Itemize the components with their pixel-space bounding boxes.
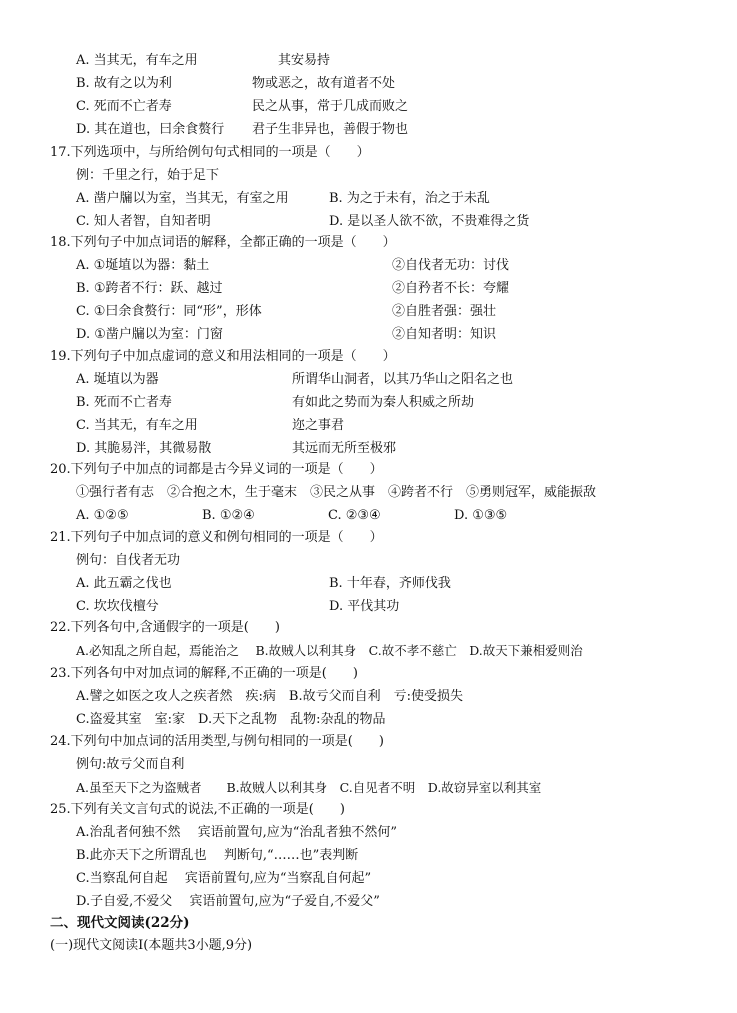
q22-options: A.必知乱之所自起，焉能治之 B.故贼人以利其身 C.故不孝不慈亡 D.故天下兼相爱则治 xyxy=(76,643,583,658)
q21-stem: 21.下列句子中加点词的意义和例句相同的一项是（ ） xyxy=(50,530,383,545)
q19-option-c-pair: 迩之事君 xyxy=(292,418,345,433)
q18-option-b-2: ②自矜者不长：夸耀 xyxy=(392,281,510,296)
q17-option-b: B. 为之于未有，治之于未乱 xyxy=(329,191,490,206)
q18-option-b: B. ①跨者不行：跃、越过 xyxy=(76,281,223,296)
q19-option-a: A. 埏埴以为器 xyxy=(76,372,159,387)
q25-stem: 25.下列有关文言句式的说法,不正确的一项是( ) xyxy=(50,802,345,817)
q16-option-c-pair: 民之从事，常于几成而败之 xyxy=(252,99,409,114)
q19-option-d-pair: 其远而无所至极邪 xyxy=(292,441,397,456)
q16-option-b-pair: 物或恶之，故有道者不处 xyxy=(252,76,396,91)
q18-option-d-2: ②自知者明：知识 xyxy=(392,327,497,342)
q17-example: 例：千里之行，始于足下 xyxy=(76,168,220,183)
q19-stem: 19.下列句子中加点虚词的意义和用法相同的一项是（ ） xyxy=(50,349,396,364)
q25-option-d: D.子自爱,不爱父 宾语前置句,应为“子爱自,不爱父” xyxy=(76,894,380,909)
q20-items: ①强行者有志 ②合抱之木，生于毫末 ③民之从事 ④跨者不行 ⑤勇则冠军，威能振敌 xyxy=(76,485,597,500)
q17-option-a: A. 凿户牖以为室，当其无，有室之用 xyxy=(76,191,289,206)
q25-option-b: B.此亦天下之所谓乱也 判断句,“……也”表判断 xyxy=(76,848,359,863)
q18-option-c: C. ①曰余食赘行：同“形”，形体 xyxy=(76,304,262,319)
q18-option-a: A. ①埏埴以为器：黏土 xyxy=(76,258,210,273)
q20-option-d: D. ①③⑤ xyxy=(454,508,508,523)
q20-stem: 20.下列句子中加点的词都是古今异义词的一项是（ ） xyxy=(50,462,383,477)
q21-option-c: C. 坎坎伐檀兮 xyxy=(76,599,159,614)
q25-option-a: A.治乱者何独不然 宾语前置句,应为“治乱者独不然何” xyxy=(76,825,398,840)
q21-example: 例句：自伐者无功 xyxy=(76,553,181,568)
q19-option-b-pair: 有如此之势而为秦人积威之所劫 xyxy=(292,395,475,410)
q21-option-a: A. 此五霸之伐也 xyxy=(76,576,172,591)
section-title: 二、现代文阅读(22分) xyxy=(50,915,190,931)
q19-option-d: D. 其脆易泮，其微易散 xyxy=(76,441,212,456)
q20-option-c: C. ②③④ xyxy=(328,508,381,523)
q16-option-a: A. 当其无，有车之用 xyxy=(76,53,198,68)
q17-stem: 17.下列选项中，与所给例句句式相同的一项是（ ） xyxy=(50,145,370,160)
q18-option-d: D. ①凿户牖以为室：门窗 xyxy=(76,327,223,342)
q18-option-c-2: ②自胜者强：强壮 xyxy=(392,304,497,319)
q18-stem: 18.下列句子中加点词语的解释，全都正确的一项是（ ） xyxy=(50,235,396,250)
q24-example: 例句:故亏父而自利 xyxy=(76,757,185,772)
q23-options-1: A.譬之如医之攻人之疾者然 疾:病 B.故亏父而自利 亏:使受损失 xyxy=(76,689,463,704)
q24-options: A.虽至天下之为盗贼者 B.故贼人以利其身 C.自见者不明 D.故窃异室以利其室 xyxy=(76,780,542,795)
q16-option-a-pair: 其安易持 xyxy=(278,53,331,68)
q23-stem: 23.下列各句中对加点词的解释,不正确的一项是( ) xyxy=(50,666,358,681)
q23-options-2: C.盗爱其室 室:家 D.天下之乱物 乱物:杂乱的物品 xyxy=(76,712,386,727)
q19-option-b: B. 死而不亡者寿 xyxy=(76,395,172,410)
q17-option-d: D. 是以圣人欲不欲，不贵难得之货 xyxy=(329,214,530,229)
q20-option-b: B. ①②④ xyxy=(202,508,255,523)
q24-stem: 24.下列句中加点词的活用类型,与例句相同的一项是( ) xyxy=(50,734,384,749)
q19-option-a-pair: 所谓华山洞者，以其乃华山之阳名之也 xyxy=(292,372,514,387)
q17-option-c: C. 知人者智，自知者明 xyxy=(76,214,211,229)
section-subtitle: (一)现代文阅读Ⅰ(本题共3小题,9分) xyxy=(50,938,253,953)
q16-option-d-pair: 君子生非异也，善假于物也 xyxy=(252,122,409,137)
q22-stem: 22.下列各句中,含通假字的一项是( ) xyxy=(50,620,280,635)
q20-option-a: A. ①②⑤ xyxy=(76,508,129,523)
q21-option-d: D. 平伐其功 xyxy=(329,599,400,614)
q19-option-c: C. 当其无，有车之用 xyxy=(76,418,198,433)
q16-option-c: C. 死而不亡者寿 xyxy=(76,99,172,114)
q18-option-a-2: ②自伐者无功：讨伐 xyxy=(392,258,510,273)
q21-option-b: B. 十年春，齐师伐我 xyxy=(329,576,451,591)
q25-option-c: C.当察乱何自起 宾语前置句,应为“当察乱自何起” xyxy=(76,871,372,886)
q16-option-b: B. 故有之以为利 xyxy=(76,76,172,91)
q16-option-d: D. 其在道也，曰余食赘行 xyxy=(76,122,225,137)
